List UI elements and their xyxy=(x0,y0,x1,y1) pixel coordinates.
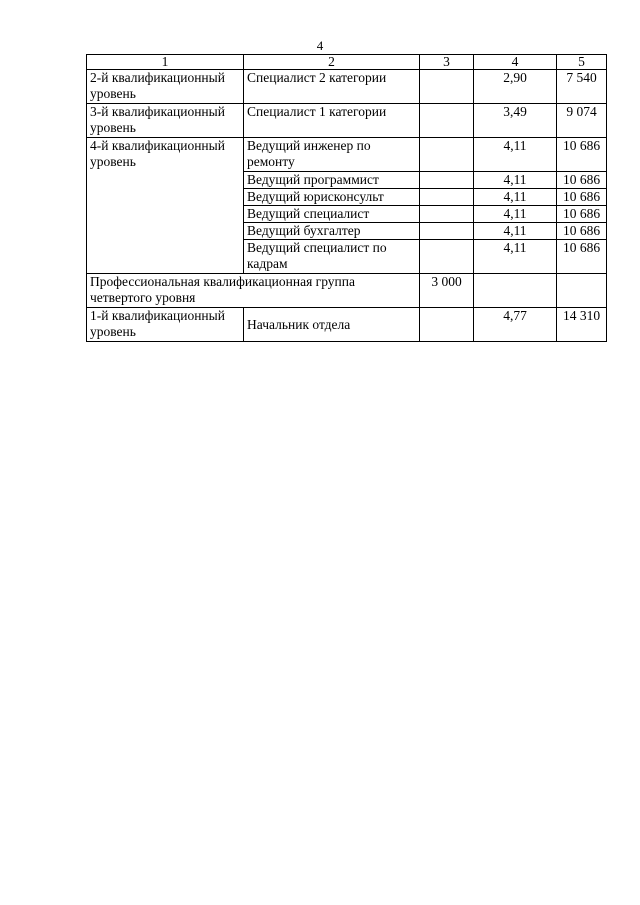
column-header-1: 1 xyxy=(87,55,244,70)
table-row xyxy=(87,70,607,104)
position-cell: Начальник отдела xyxy=(244,308,420,342)
coefficient-cell: 4,11 xyxy=(474,189,557,206)
position-cell: Ведущий юрисконсульт xyxy=(244,189,420,206)
column-header-3: 3 xyxy=(420,55,474,70)
salary-cell: 10 686 xyxy=(557,223,607,240)
table-row xyxy=(87,274,607,308)
salary-cell: 7 540 xyxy=(557,70,607,104)
col3-cell xyxy=(420,240,474,274)
salary-cell: 14 310 xyxy=(557,308,607,342)
qualification-level-cell: 2-й квалификационный уровень xyxy=(87,70,244,104)
qualification-level-cell: 3-й квалификационный уровень xyxy=(87,104,244,138)
salary-cell: 9 074 xyxy=(557,104,607,138)
salary-cell: 10 686 xyxy=(557,240,607,274)
position-cell: Специалист 2 категории xyxy=(244,70,420,104)
salary-cell xyxy=(557,274,607,308)
col3-cell xyxy=(420,70,474,104)
coefficient-cell: 4,11 xyxy=(474,240,557,274)
coefficient-cell: 4,11 xyxy=(474,138,557,172)
qualification-level-cell: 1-й квалификационный уровень xyxy=(87,308,244,342)
qualification-group-cell: Профессиональная квалификационная группа четвертого уровня xyxy=(87,274,420,308)
qualification-salary-table xyxy=(86,54,607,342)
salary-cell: 10 686 xyxy=(557,189,607,206)
position-cell: Ведущий бухгалтер xyxy=(244,223,420,240)
coefficient-cell: 4,11 xyxy=(474,206,557,223)
col3-cell xyxy=(420,138,474,172)
coefficient-cell: 4,11 xyxy=(474,172,557,189)
column-header-4: 4 xyxy=(474,55,557,70)
position-cell: Ведущий инженер по ремонту xyxy=(244,138,420,172)
table-header-row xyxy=(87,55,607,70)
position-cell: Ведущий программист xyxy=(244,172,420,189)
salary-cell: 10 686 xyxy=(557,206,607,223)
coefficient-cell: 2,90 xyxy=(474,70,557,104)
col3-cell xyxy=(420,189,474,206)
salary-cell: 10 686 xyxy=(557,138,607,172)
column-header-2: 2 xyxy=(244,55,420,70)
salary-cell: 10 686 xyxy=(557,172,607,189)
table-row xyxy=(87,308,607,342)
coefficient-cell xyxy=(474,274,557,308)
group-base-salary-cell: 3 000 xyxy=(420,274,474,308)
table-row xyxy=(87,138,607,172)
coefficient-cell: 3,49 xyxy=(474,104,557,138)
position-cell: Специалист 1 категории xyxy=(244,104,420,138)
page-number: 4 xyxy=(316,38,324,53)
table-row xyxy=(87,104,607,138)
coefficient-cell: 4,77 xyxy=(474,308,557,342)
column-header-5: 5 xyxy=(557,55,607,70)
qualification-level-cell: 4-й квалификационный уровень xyxy=(87,138,244,274)
col3-cell xyxy=(420,308,474,342)
col3-cell xyxy=(420,206,474,223)
col3-cell xyxy=(420,172,474,189)
position-cell: Ведущий специалист по кадрам xyxy=(244,240,420,274)
col3-cell xyxy=(420,223,474,240)
position-cell: Ведущий специалист xyxy=(244,206,420,223)
col3-cell xyxy=(420,104,474,138)
coefficient-cell: 4,11 xyxy=(474,223,557,240)
